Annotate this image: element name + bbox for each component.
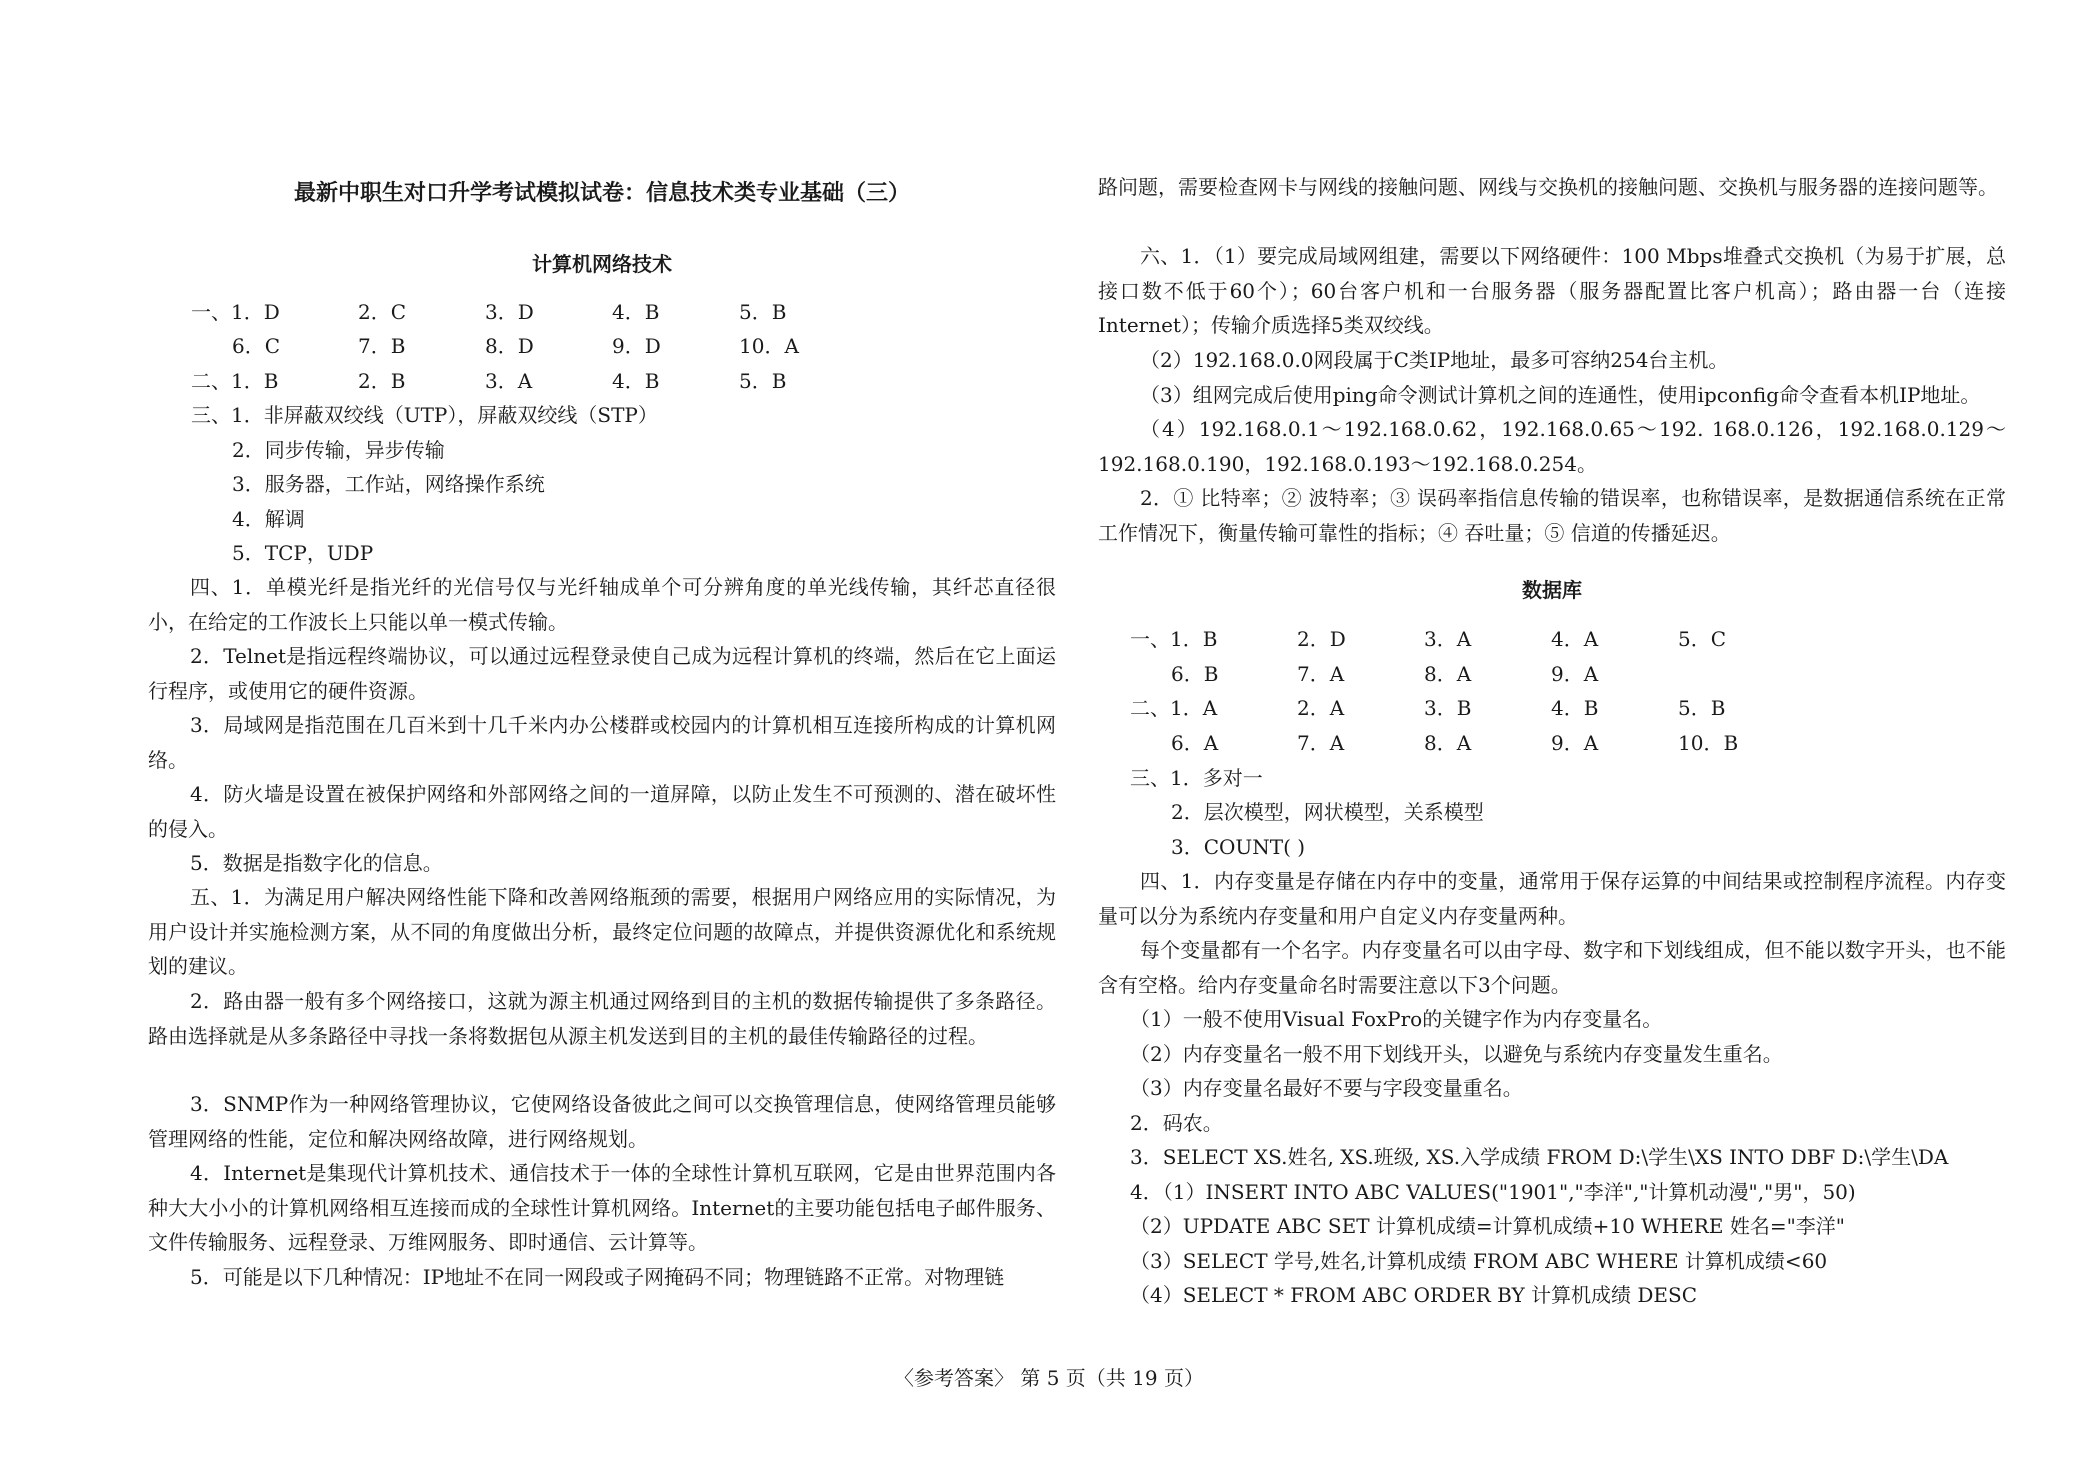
answer-line: （3）SELECT 学号,姓名,计算机成绩 FROM ABC WHERE 计算机成绩<60	[1130, 1249, 1828, 1273]
fill-answer: 3．COUNT( )	[1171, 835, 1306, 859]
answer: 10．A	[739, 334, 799, 358]
answer: 6．B	[1171, 662, 1219, 686]
fill-answer: 三、1．多对一	[1130, 766, 1263, 790]
answer: 2．D	[1297, 627, 1346, 651]
fill-answer: 4．解调	[232, 507, 305, 531]
answer: 2．A	[1297, 696, 1345, 720]
page-footer: 〈参考答案〉 第 5 页（共 19 页）	[894, 1366, 1204, 1390]
answer-line: （4）SELECT * FROM ABC ORDER BY 计算机成绩 DESC	[1130, 1283, 1698, 1307]
paragraph: 四、1．单模光纤是指光纤的光信号仅与光纤轴成单个可分辨角度的单光线传输，其纤芯直径很小，在给定的工作波长上只能以单一模式传输。	[148, 575, 1056, 634]
paragraph: 5．可能是以下几种情况：IP地址不在同一网段或子网掩码不同；物理链路不正常。对物理链	[190, 1265, 1005, 1289]
paragraph: （3）组网完成后使用ping命令测试计算机之间的连通性，使用ipconfig命令查看本机IP地址。	[1140, 383, 1981, 407]
answer: 2．C	[358, 300, 407, 324]
answer: 10．B	[1678, 731, 1739, 755]
answer: 5．B	[739, 369, 787, 393]
document-title: 最新中职生对口升学考试模拟试卷：信息技术类专业基础（三）	[293, 181, 910, 206]
answer-line: （2）UPDATE ABC SET 计算机成绩=计算机成绩+10 WHERE 姓名="李洋"	[1130, 1214, 1845, 1238]
answer: 5．B	[739, 300, 787, 324]
paragraph: 2．Telnet是指远程终端协议，可以通过远程登录使自己成为远程计算机的终端，然后在它上面运行程序，或使用它的硬件资源。	[148, 644, 1056, 703]
paragraph: 3．局域网是指范围在几百米到十几千米内办公楼群或校园内的计算机相互连接所构成的计算机网络。	[148, 713, 1056, 772]
answer: 8．A	[1424, 662, 1472, 686]
paragraph: 2．路由器一般有多个网络接口，这就为源主机通过网络到目的主机的数据传输提供了多条路径。路由选择就是从多条路径中寻找一条将数据包从源主机发送到目的主机的最佳传输路径的过程。	[148, 989, 1056, 1048]
fill-answer: 2．层次模型，网状模型，关系模型	[1171, 800, 1484, 824]
paragraph: （4）192.168.0.1～192.168.0.62，192.168.0.65～192. 168.0.126，192.168.0.129～192.168.0.190，192.168.0.193～192.168.0.254。	[1098, 417, 2006, 476]
answer: 6．C	[232, 334, 281, 358]
answer-line: （2）内存变量名一般不用下划线开头，以避免与系统内存变量发生重名。	[1130, 1042, 1783, 1066]
answer: 9．D	[612, 334, 661, 358]
section-title-database: 数据库	[1522, 578, 1582, 602]
fill-answer: 5．TCP，UDP	[232, 541, 374, 565]
answer-line: （3）内存变量名最好不要与字段变量重名。	[1130, 1076, 1523, 1100]
paragraph: 2．① 比特率；② 波特率；③ 误码率指信息传输的错误率，也称错误率，是数据通信系统在正常工作情况下，衡量传输可靠性的指标；④ 吞吐量；⑤ 信道的传播延迟。	[1098, 486, 2006, 545]
paragraph: 每个变量都有一个名字。内存变量名可以由字母、数字和下划线组成，但不能以数字开头，也不能含有空格。给内存变量命名时需要注意以下3个问题。	[1098, 938, 2006, 997]
answer: 3．B	[1424, 696, 1472, 720]
answer: 5．C	[1678, 627, 1727, 651]
answer: 6．A	[1171, 731, 1219, 755]
fill-answer: 三、1．非屏蔽双绞线（UTP），屏蔽双绞线（STP）	[191, 403, 658, 427]
answer-line: （1）一般不使用Visual FoxPro的关键字作为内存变量名。	[1130, 1007, 1663, 1031]
answer: 一、1．D	[191, 300, 280, 324]
answer: 4．B	[612, 369, 660, 393]
answer: 8．D	[485, 334, 534, 358]
paragraph: 五、1．为满足用户解决网络性能下降和改善网络瓶颈的需要，根据用户网络应用的实际情况，为用户设计并实施检测方案，从不同的角度做出分析，最终定位问题的故障点，并提供资源优化和系统规划的建议。	[148, 885, 1056, 978]
paragraph: 5．数据是指数字化的信息。	[190, 851, 443, 875]
answer-line: 4．（1）INSERT INTO ABC VALUES("1901","李洋","计算机动漫","男"，50)	[1130, 1180, 1856, 1204]
answer: 3．D	[485, 300, 534, 324]
answer: 4．B	[1551, 696, 1599, 720]
answer: 3．A	[1424, 627, 1472, 651]
answer: 9．A	[1551, 731, 1599, 755]
answer: 7．A	[1297, 731, 1345, 755]
answer: 2．B	[358, 369, 406, 393]
answer: 7．A	[1297, 662, 1345, 686]
fill-answer: 3．服务器，工作站，网络操作系统	[232, 472, 545, 496]
paragraph: （2）192.168.0.0网段属于C类IP地址，最多可容纳254台主机。	[1140, 348, 1729, 372]
answer: 7．B	[358, 334, 406, 358]
answer-line: 3．SELECT XS.姓名, XS.班级, XS.入学成绩 FROM D:\学生\XS INTO DBF D:\学生\DA	[1130, 1145, 1949, 1169]
section-title-network: 计算机网络技术	[532, 252, 672, 276]
paragraph: 4．防火墙是设置在被保护网络和外部网络之间的一道屏障，以防止发生不可预测的、潜在破坏性的侵入。	[148, 782, 1056, 841]
answer: 二、1．A	[1130, 696, 1218, 720]
answer: 4．B	[612, 300, 660, 324]
paragraph: 4．Internet是集现代计算机技术、通信技术于一体的全球性计算机互联网，它是由世界范围内各种大大小小的计算机网络相互连接而成的全球性计算机网络。Internet的主要功能包括电子邮件服务、文件传输服务、远程登录、万维网服务、即时通信、云计算等。	[148, 1161, 1056, 1254]
answer: 5．B	[1678, 696, 1726, 720]
paragraph: 路问题，需要检查网卡与网线的接触问题、网线与交换机的接触问题、交换机与服务器的连接问题等。	[1098, 175, 1998, 199]
answer: 4．A	[1551, 627, 1599, 651]
answer: 3．A	[485, 369, 533, 393]
fill-answer: 2．同步传输，异步传输	[232, 438, 445, 462]
answer: 二、1．B	[191, 369, 279, 393]
paragraph: 3．SNMP作为一种网络管理协议，它使网络设备彼此之间可以交换管理信息，使网络管理员能够管理网络的性能，定位和解决网络故障，进行网络规划。	[148, 1092, 1056, 1151]
answer: 一、1．B	[1130, 627, 1218, 651]
paragraph: 六、1．（1）要完成局域网组建，需要以下网络硬件：100 Mbps堆叠式交换机（为易于扩展，总接口数不低于60个）；60台客户机和一台服务器（服务器配置比客户机高）；路由器一台（连接Internet）；传输介质选择5类双绞线。	[1098, 244, 2006, 337]
answer-line: 2．码农。	[1130, 1111, 1223, 1135]
paragraph: 四、1．内存变量是存储在内存中的变量，通常用于保存运算的中间结果或控制程序流程。内存变量可以分为系统内存变量和用户自定义内存变量两种。	[1098, 869, 2006, 928]
answer: 9．A	[1551, 662, 1599, 686]
answer: 8．A	[1424, 731, 1472, 755]
